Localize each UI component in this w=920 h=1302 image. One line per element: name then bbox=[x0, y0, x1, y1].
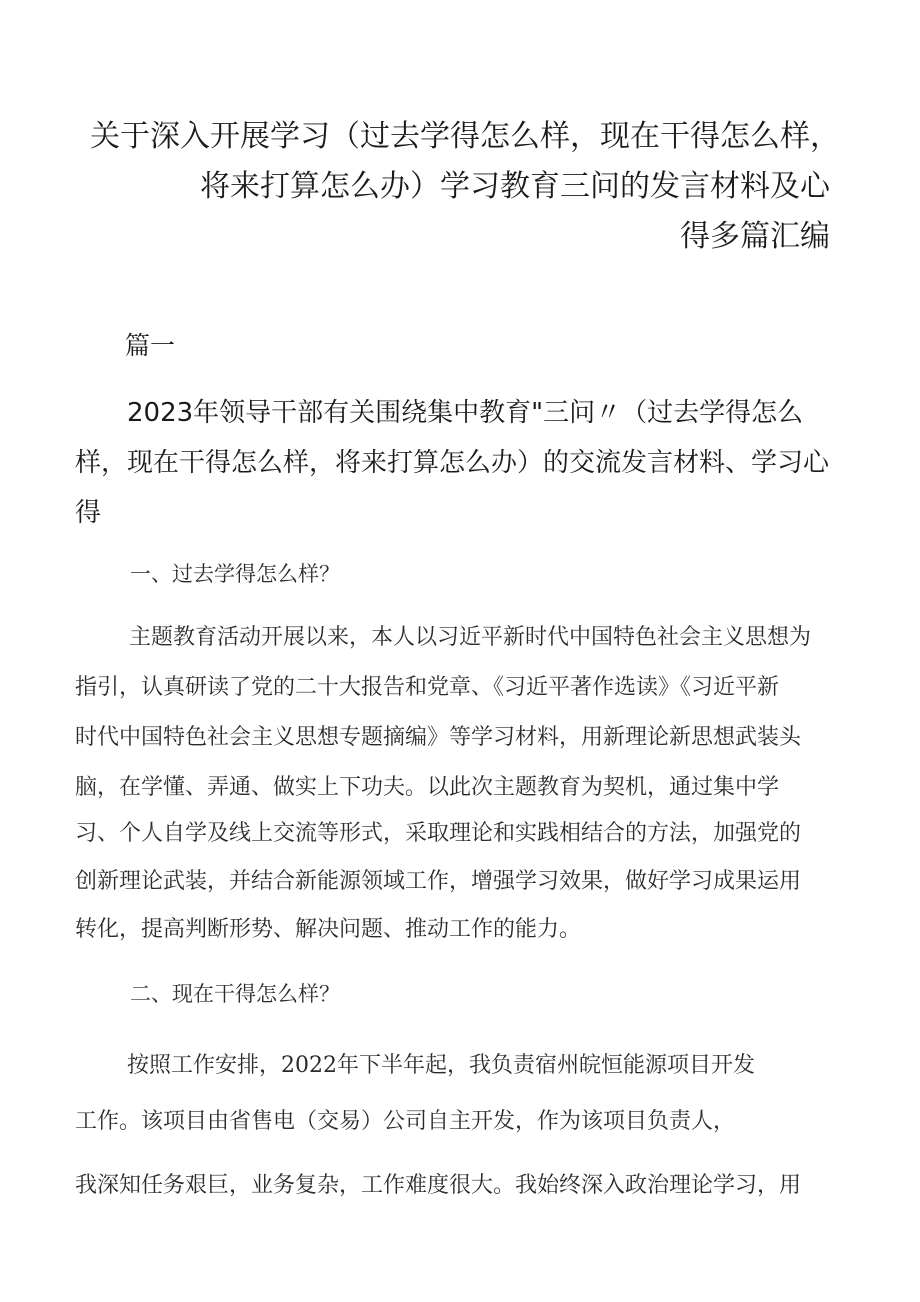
heading-present: 二、现在干得怎么样？ bbox=[130, 982, 340, 1006]
subtitle-line-1: 2023年领导干部有关围绕集中教育"三问〃（过去学得怎么 bbox=[127, 398, 804, 428]
paragraph-line: 时代中国特色社会主义思想专题摘编》等学习材料，用新理论新思想武装头 bbox=[75, 725, 802, 750]
title-line-1: 关于深入开展学习（过去学得怎么样，现在干得怎么样， bbox=[90, 119, 840, 154]
heading-past: 一、过去学得怎么样？ bbox=[130, 562, 340, 586]
subtitle-line-3: 得 bbox=[75, 498, 102, 528]
paragraph-line: 创新理论武装，并结合新能源领域工作，增强学习效果，做好学习成果运用 bbox=[75, 869, 802, 894]
paragraph-line: 转化，提高判断形势、解决问题、推动工作的能力。 bbox=[75, 917, 582, 942]
paragraph-line: 习、个人自学及线上交流等形式，采取理论和实践相结合的方法，加强党的 bbox=[75, 821, 802, 846]
paragraph-line: 主题教育活动开展以来，本人以习近平新时代中国特色社会主义思想为 bbox=[129, 625, 812, 650]
paragraph-line: 指引，认真研读了党的二十大报告和党章、《习近平著作选读》《习近平新 bbox=[75, 675, 780, 700]
title-line-3: 得多篇汇编 bbox=[680, 219, 830, 254]
subtitle-line-2: 样，现在干得怎么样，将来打算怎么办）的交流发言材料、学习心 bbox=[75, 448, 830, 478]
paragraph-line: 按照工作安排，2022年下半年起，我负责宿州皖恒能源项目开发 bbox=[127, 1053, 755, 1078]
paragraph-line: 脑，在学懂、弄通、做实上下功夫。以此次主题教育为契机，通过集中学 bbox=[75, 775, 780, 800]
title-line-2: 将来打算怎么办）学习教育三问的发言材料及心 bbox=[200, 169, 830, 204]
section-label: 篇一 bbox=[125, 331, 176, 360]
paragraph-line: 工作。该项目由省售电（交易）公司自主开发，作为该项目负责人， bbox=[75, 1109, 736, 1134]
paragraph-line: 我深知任务艰巨，业务复杂，工作难度很大。我始终深入政治理论学习，用 bbox=[75, 1173, 802, 1198]
